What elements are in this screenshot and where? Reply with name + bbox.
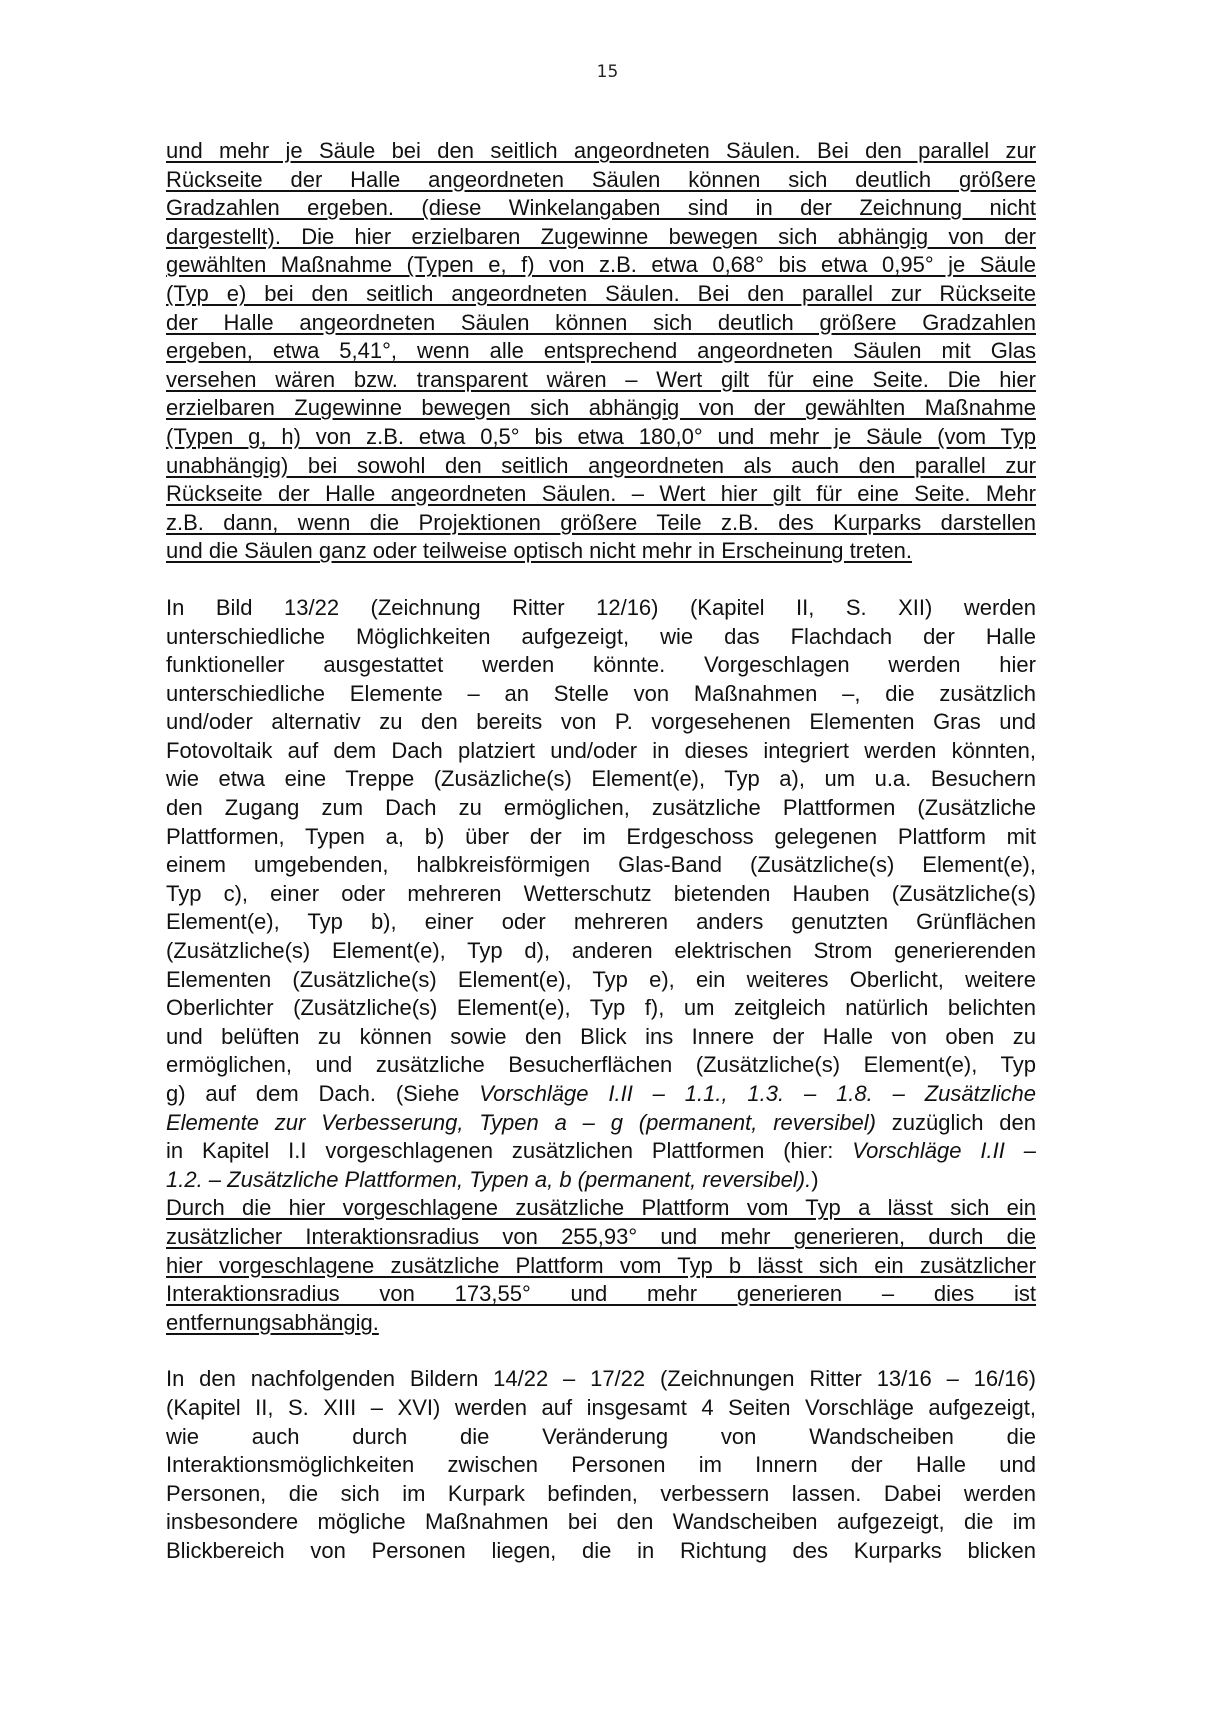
- text-line: und/oder alternativ zu den bereits von P. vorgesehenen Elementen Gras und: [166, 709, 1036, 735]
- paragraph-spacer: [166, 566, 1036, 594]
- text-line: den Zugang zum Dach zu ermöglichen, zusätzliche Plattformen (Zusätzliche: [166, 795, 1036, 821]
- text-line: unabhängig) bei sowohl den seitlich angeordneten als auch den parallel zur: [166, 452, 1036, 478]
- text-line: und mehr je Säule bei den seitlich angeordneten Säulen. Bei den parallel zur: [166, 138, 1036, 163]
- text-line: [166, 1166, 1036, 1195]
- text-line: Interaktionsmöglichkeiten zwischen Personen im Innern der Halle und: [166, 1452, 1036, 1478]
- text-line: Personen, die sich im Kurpark befinden, verbessern lassen. Dabei werden: [166, 1480, 1036, 1506]
- italic-reference: 1.2. – Zusätzliche Plattformen, Typen a, b (permanent, reversibel).: [166, 1166, 812, 1192]
- text-line: hier vorgeschlagene zusätzliche Plattform vom Typ b lässt sich ein zusätzlicher: [166, 1252, 1036, 1278]
- text-line: [166, 1080, 1036, 1109]
- text-line: gewählten Maßnahme (Typen e, f) von z.B. etwa 0,68° bis etwa 0,95° je Säule: [166, 252, 1036, 278]
- text-run: zuzüglich den: [875, 1109, 1036, 1135]
- italic-reference: Vorschläge I.II – 1.1., 1.3. – 1.8. – Zusätzliche: [479, 1081, 1036, 1106]
- text-column: [166, 137, 1036, 1566]
- text-line: ermöglichen, und zusätzliche Besucherflächen (Zusätzliche(s) Element(e), Typ: [166, 1052, 1036, 1078]
- text-line: Blickbereich von Personen liegen, die in Richtung des Kurparks blicken: [166, 1537, 1036, 1563]
- text-line: Plattformen, Typen a, b) über der im Erdgeschoss gelegenen Plattform mit: [166, 823, 1036, 849]
- text-run: g) auf dem Dach. (Siehe: [166, 1081, 480, 1106]
- text-line: Rückseite der Halle angeordneten Säulen. – Wert hier gilt für eine Seite. Mehr: [166, 481, 1036, 507]
- text-line: Oberlichter (Zusätzliche(s) Element(e), Typ f), um zeitgleich natürlich belichten: [166, 995, 1036, 1021]
- paragraph-spacer: [166, 1337, 1036, 1365]
- text-line: insbesondere mögliche Maßnahmen bei den Wandscheiben aufgezeigt, die im: [166, 1509, 1036, 1535]
- text-line: (Typ e) bei den seitlich angeordneten Säulen. Bei den parallel zur Rückseite: [166, 280, 1036, 306]
- text-line: Durch die hier vorgeschlagene zusätzliche Plattform vom Typ a lässt sich ein: [166, 1195, 1036, 1221]
- text-line: Elementen (Zusätzliche(s) Element(e), Typ e), ein weiteres Oberlicht, weitere: [166, 966, 1036, 992]
- text-line: und die Säulen ganz oder teilweise optisch nicht mehr in Erscheinung treten.: [166, 538, 913, 564]
- text-line: zusätzlicher Interaktionsradius von 255,93° und mehr generieren, durch die: [166, 1223, 1036, 1249]
- text-line: der Halle angeordneten Säulen können sich deutlich größere Gradzahlen: [166, 309, 1036, 335]
- text-line: wie etwa eine Treppe (Zusäzliche(s) Element(e), Typ a), um u.a. Besuchern: [166, 766, 1036, 792]
- text-line: [166, 1137, 1036, 1166]
- italic-reference: Elemente zur Verbesserung, Typen a – g (permanent, reversibel): [166, 1109, 876, 1135]
- text-line: Rückseite der Halle angeordneten Säulen können sich deutlich größere: [166, 166, 1036, 192]
- text-line: (Typen g, h) von z.B. etwa 0,5° bis etwa 180,0° und mehr je Säule (vom Typ: [166, 423, 1036, 449]
- text-line: versehen wären bzw. transparent wären – Wert gilt für eine Seite. Die hier: [166, 366, 1036, 392]
- text-line: erzielbaren Zugewinne bewegen sich abhängig von der gewählten Maßnahme: [166, 395, 1036, 421]
- text-line: dargestellt). Die hier erzielbaren Zugewinne bewegen sich abhängig von der: [166, 223, 1036, 249]
- text-line: einem umgebenden, halbkreisförmigen Glas-Band (Zusätzliche(s) Element(e),: [166, 852, 1036, 878]
- text-line: und belüften zu können sowie den Blick ins Innere der Halle von oben zu: [166, 1023, 1036, 1049]
- italic-reference: Vorschläge I.II –: [852, 1138, 1036, 1164]
- text-line: Gradzahlen ergeben. (diese Winkelangaben sind in der Zeichnung nicht: [166, 195, 1036, 221]
- text-run: in Kapitel I.I vorgeschlagenen zusätzlichen Plattformen (hier:: [166, 1138, 853, 1164]
- text-line: ergeben, etwa 5,41°, wenn alle entsprechend angeordneten Säulen mit Glas: [166, 338, 1036, 364]
- text-line: Element(e), Typ b), einer oder mehreren anders genutzten Grünflächen: [166, 909, 1036, 935]
- text-line: (Kapitel II, S. XIII – XVI) werden auf insgesamt 4 Seiten Vorschläge aufgezeigt,: [166, 1394, 1036, 1420]
- text-line: unterschiedliche Möglichkeiten aufgezeigt, wie das Flachdach der Halle: [166, 623, 1036, 649]
- page-number: 15: [596, 62, 619, 82]
- text-line: entfernungsabhängig.: [166, 1309, 379, 1335]
- text-line: unterschiedliche Elemente – an Stelle von Maßnahmen –, die zusätzlich: [166, 680, 1036, 706]
- text-run: ): [811, 1166, 819, 1192]
- paragraph-3: [166, 1365, 1036, 1565]
- text-line: Interaktionsradius von 173,55° und mehr generieren – dies ist: [166, 1281, 1036, 1307]
- text-line: Fotovoltaik auf dem Dach platziert und/oder in dieses integriert werden könnten,: [166, 737, 1036, 763]
- paragraph-2: [166, 594, 1036, 1337]
- text-line: z.B. dann, wenn die Projektionen größere Teile z.B. des Kurparks darstellen: [166, 509, 1036, 535]
- text-line: In Bild 13/22 (Zeichnung Ritter 12/16) (Kapitel II, S. XII) werden: [166, 594, 1036, 620]
- text-line: (Zusätzliche(s) Element(e), Typ d), anderen elektrischen Strom generierenden: [166, 938, 1036, 964]
- text-line: funktioneller ausgestattet werden könnte. Vorgeschlagen werden hier: [166, 652, 1036, 678]
- text-line: wie auch durch die Veränderung von Wandscheiben die: [166, 1423, 1036, 1449]
- text-line: [166, 1109, 1036, 1138]
- text-line: In den nachfolgenden Bildern 14/22 – 17/22 (Zeichnungen Ritter 13/16 – 16/16): [166, 1366, 1036, 1392]
- text-line: Typ c), einer oder mehreren Wetterschutz bietenden Hauben (Zusätzliche(s): [166, 880, 1036, 906]
- paragraph-1: [166, 137, 1036, 566]
